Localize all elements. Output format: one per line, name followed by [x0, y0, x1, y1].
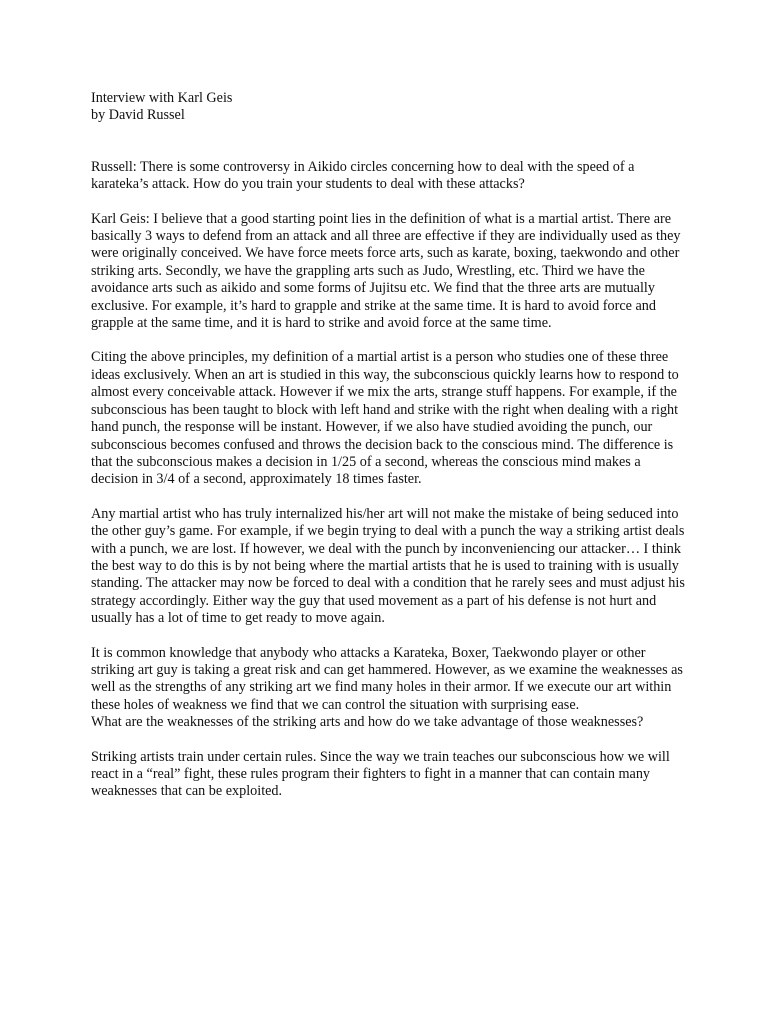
paragraph-weakness-question: What are the weaknesses of the striking arts and how do we take advantage of those weaknesses? — [91, 714, 644, 731]
paragraph-striking-rules: Striking artists train under certain rules. Since the way we train teaches our subconscious how we will react in a “real” fight, these rules program their fighters to fight in a manner that can contain many weaknesses that can be exploited. — [91, 748, 670, 800]
document-title: Interview with Karl Geis — [91, 90, 233, 106]
paragraph-common-knowledge: It is common knowledge that anybody who attacks a Karateka, Boxer, Taekwondo player or other striking art guy is taking a great risk and can get hammered. However, as we examine the weaknesses as well as the strengths of any striking art we find many holes in their armor. If we execute our art within these holes of weakness we find that we can control the situation with surprising ease. — [91, 644, 683, 713]
paragraph-internalized: Any martial artist who has truly internalized his/her art will not make the mistake of being seduced into the other guy’s game. For example, if we begin trying to deal with a punch the way a striking artist deals with a punch, we are lost. If however, we deal with the punch by inconveniencing our attacker… I think the best way to do this is by not being where the martial artists that he is used to training with is usually standing. The attacker may now be forced to deal with a condition that he rarely sees and must adjust his strategy accordingly. Either way the guy that used movement as a part of his defense is not hurt and usually has a lot of time to get ready to move again. — [91, 505, 685, 627]
paragraph-geis-answer: Karl Geis: I believe that a good starting point lies in the definition of what is a martial artist. There are basically 3 ways to defend from an attack and all three are effective if they are individually used as they were originally conceived. We have force meets force arts, such as karate, boxing, taekwondo and other striking arts. Secondly, we have the grappling arts such as Judo, Wrestling, etc. Third we have the avoidance arts such as aikido and some forms of Jujitsu etc. We find that the three arts are mutually exclusive. For example, it’s hard to grapple and strike at the same time. It is hard to avoid force and grapple at the same time, and it is hard to strike and avoid force at the same time. — [91, 210, 681, 332]
document-body — [91, 90, 691, 818]
paragraph-russell-question: Russell: There is some controversy in Aikido circles concerning how to deal with the speed of a karateka’s attack. How do you train your students to deal with these attacks? — [91, 158, 635, 193]
document-byline: by David Russel — [91, 107, 185, 124]
paragraph-definition: Citing the above principles, my definition of a martial artist is a person who studies one of these three ideas exclusively. When an art is studied in this way, the subconscious quickly learns how to respond to almost every conceivable attack. However if we mix the arts, strange stuff happens. For example, if the subconscious has been taught to block with left hand and strike with the right when dealing with a right hand punch, the response will be instant. However, if we also have studied avoiding the punch, our subconscious becomes confused and throws the decision back to the conscious mind. The difference is that the subconscious makes a decision in 1/25 of a second, whereas the conscious mind makes a decision in 3/4 of a second, approximately 18 times faster. — [91, 349, 679, 488]
document-header — [91, 90, 691, 125]
